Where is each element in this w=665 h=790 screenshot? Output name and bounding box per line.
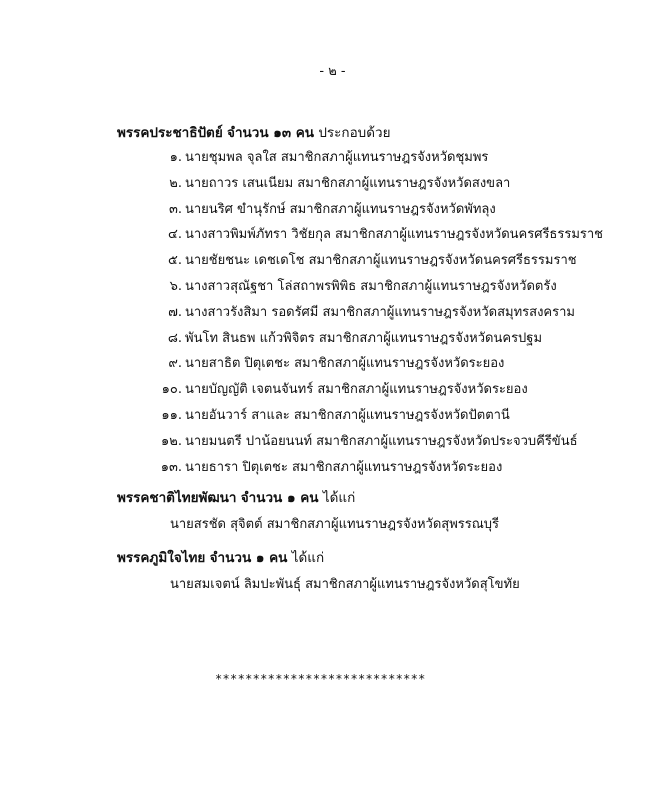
member-text: นายถาวร เสนเนียม สมาชิกสภาผู้แทนราษฎรจังหวัดสงขลา (185, 175, 511, 191)
member-text: พันโท สินธพ แก้วพิจิตร สมาชิกสภาผู้แทนราษฎรจังหวัดนครปฐม (185, 330, 543, 346)
member-number: ๖. (169, 279, 182, 294)
member-number: ๓. (168, 201, 182, 217)
member-number: ๒. (169, 175, 182, 191)
member-text: นายบัญญัติ เจตนจันทร์ สมาชิกสภาผู้แทนราษฎรจังหวัดระยอง (185, 382, 528, 398)
member-number: ๑๐. (161, 382, 182, 398)
footer-separator: **************************** (215, 672, 426, 686)
member-count: จำนวน ๑ คน (240, 490, 319, 506)
member-count: จำนวน ๑ คน (209, 550, 288, 566)
member-text: นายมนตรี ปาน้อยนนท์ สมาชิกสภาผู้แทนราษฎรจังหวัดประจวบคีรีขันธ์ (185, 433, 578, 449)
member-count: จำนวน ๑๓ คน (227, 125, 315, 141)
member-text: นางสาวรังสิมา รอดรัศมี สมาชิกสภาผู้แทนราษฎรจังหวัดสมุทรสงคราม (185, 304, 575, 320)
member-number: ๑๑. (161, 408, 182, 423)
heading-suffix: ได้แก่ (322, 490, 356, 506)
member-text: นายนริศ ขำนุรักษ์ สมาชิกสภาผู้แทนราษฎรจังหวัดพัทลุง (185, 201, 496, 217)
section-heading-democrat (117, 121, 391, 143)
member-text: นายชัยชนะ เดชเดโช สมาชิกสภาผู้แทนราษฎรจังหวัดนครศรีธรรมราช (185, 253, 577, 269)
member-text: นางสาวสุณัฐชา โล่สถาพรพิพิธ สมาชิกสภาผู้แทนราษฎรจังหวัดตรัง (185, 279, 557, 294)
member-text: นางสาวพิมพ์ภัทรา วิชัยกุล สมาชิกสภาผู้แทนราษฎรจังหวัดนครศรีธรรมราช (185, 227, 604, 243)
member-number: ๑. (169, 150, 182, 165)
member-entry: นายสมเจตน์ ลิมปะพันธุ์ สมาชิกสภาผู้แทนราษฎรจังหวัดสุโขทัย (170, 577, 520, 592)
section-heading-bhumjaithai (117, 546, 324, 568)
member-text: นายสาธิต ปิตุเตชะ สมาชิกสภาผู้แทนราษฎรจังหวัดระยอง (185, 356, 505, 372)
heading-suffix: ประกอบด้วย (318, 125, 391, 141)
member-entry: นายสรชัด สุจิตต์ สมาชิกสภาผู้แทนราษฎรจังหวัดสุพรรณบุรี (170, 517, 500, 532)
party-name: พรรคประชาธิปัตย์ (117, 125, 223, 141)
section-heading-chartthaipattana (117, 486, 355, 508)
member-text: นายชุมพล จุลใส สมาชิกสภาผู้แทนราษฎรจังหวัดชุมพร (185, 150, 489, 165)
member-number: ๙. (168, 356, 182, 372)
page-number: - ๒ - (319, 64, 346, 79)
member-number: ๗. (168, 304, 182, 320)
member-number: ๕. (168, 253, 182, 269)
member-number: ๘. (167, 330, 182, 346)
member-text: นายธารา ปิตุเตชะ สมาชิกสภาผู้แทนราษฎรจังหวัดระยอง (185, 459, 503, 475)
party-name: พรรคภูมิใจไทย (117, 550, 206, 566)
member-number: ๑๒. (161, 433, 182, 449)
member-number: ๑๓. (160, 459, 182, 475)
member-number: ๔. (168, 227, 182, 243)
member-text: นายอันวาร์ สาและ สมาชิกสภาผู้แทนราษฎรจังหวัดปัตตานี (185, 408, 510, 423)
party-name: พรรคชาติไทยพัฒนา (117, 490, 237, 506)
heading-suffix: ได้แก่ (291, 550, 325, 566)
